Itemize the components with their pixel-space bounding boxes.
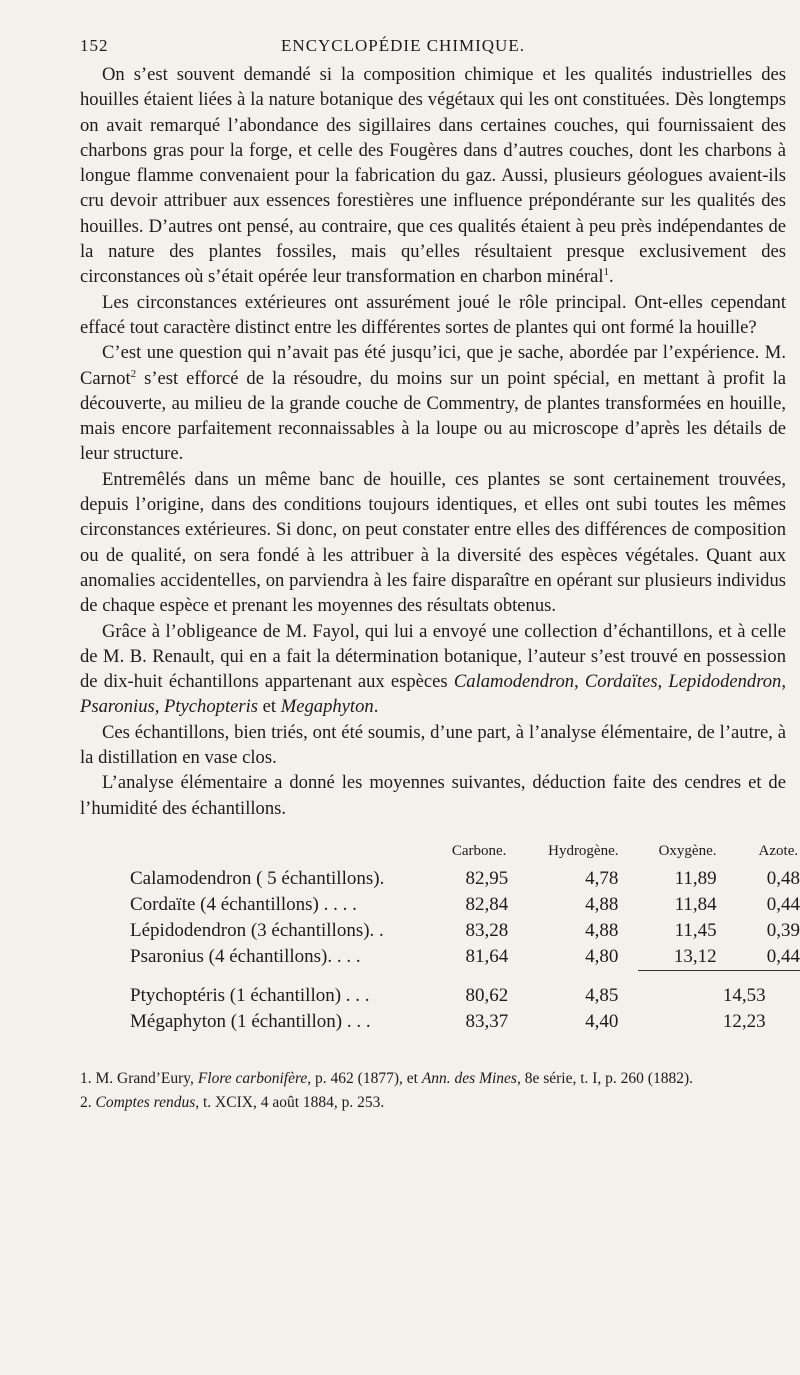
analysis-table-wrap: [80, 842, 800, 1035]
paragraph-5: [80, 619, 786, 720]
header-hydrogene: Hydrogène.: [548, 842, 619, 859]
cell-carbone: 83,28: [465, 919, 509, 941]
running-title: ENCYCLOPÉDIE CHIMIQUE.: [281, 36, 525, 55]
cell-carbone: 82,95: [465, 867, 509, 889]
species-last: Megaphyton: [280, 696, 374, 718]
footnote-ref-1[interactable]: 1: [603, 266, 610, 279]
footnote-1-text-c: , 8e série, t. I, p. 260 (1882).: [516, 1069, 694, 1087]
table-row: [130, 918, 800, 944]
cell-carbone: 80,62: [465, 984, 509, 1006]
cell-carbone: 82,84: [465, 893, 509, 915]
header-azote: Azote.: [758, 842, 799, 859]
cell-hydrogene: 4,78: [585, 867, 619, 889]
paragraph-4: Entremêlés dans un même banc de houille, ces plantes se sont certainement trouvées, depuis l’origine, dans des conditions toujours identiques, et elles ont subi toutes les mêmes circonstances extérieures. Si donc, on peut constater entre elles des différences de composition ou de qualité, on sera fondé à les attribuer à la diversité des espèces végétales. Quant aux anomalies accidentelles, on parviendra à les faire disparaître en opérant sur plusieurs individus de chaque espèce et prenant les moyennes des résultats obtenus.: [80, 468, 786, 617]
cell-oxygene: 13,12: [673, 945, 717, 967]
footnote-1: [80, 1069, 786, 1089]
paragraph-5-end: .: [373, 696, 379, 718]
analysis-table: [130, 843, 800, 1035]
paragraph-1-end: .: [609, 266, 614, 288]
cell-hydrogene: 4,80: [585, 946, 619, 968]
table-row: [130, 866, 800, 892]
cell-oxygene-azote: 14,53: [638, 970, 800, 1009]
row-name: Ptychoptéris (1 échantillon) . . .: [130, 984, 370, 1006]
footnote-1-title: Flore carbonifère: [197, 1069, 308, 1087]
row-name: Lépidodendron (3 échantillons). .: [130, 919, 384, 941]
cell-oxygene: 11,89: [674, 867, 717, 889]
table-header-blank: [130, 843, 430, 866]
paragraph-6: Ces échantillons, bien triés, ont été soumis, d’une part, à l’analyse élémentaire, de l’autre, à la distillation en vase clos.: [80, 721, 786, 769]
table-header-row: [130, 843, 800, 866]
page-header: [80, 36, 786, 56]
paragraph-1: [80, 62, 786, 290]
footnote-1-text-a: 1. M. Grand’Eury,: [80, 1069, 198, 1087]
cell-azote: 0,39: [766, 919, 800, 941]
row-name: Mégaphyton (1 échantillon) . . .: [130, 1010, 371, 1032]
cell-carbone: 83,37: [465, 1010, 509, 1032]
conjunction: et: [258, 696, 281, 718]
paragraph-3-text-b: s’est efforcé de la résoudre, du moins sur un point spécial, en mettant à profit la découverte, au milieu de la grande couche de Commentry, de plantes transformées en houille, mais encore parfaitement reconnaissables à la loupe ou au microscope d’après les détails de leur structure.: [80, 367, 786, 465]
table-row: [130, 944, 800, 971]
cell-azote: 0,44: [766, 893, 800, 915]
paragraph-5-text: Grâce à l’obligeance de M. Fayol, qui lui a envoyé une collection d’échantillons, et à celle de M. B. Renault, qui en a fait la détermination botanique, l’auteur s’est trouvé en possession de dix-huit échantillons appartenant aux espèces: [80, 620, 786, 693]
table-row: [130, 892, 800, 918]
header-oxygene: Oxygène.: [658, 842, 717, 859]
cell-azote: 0,48: [766, 867, 800, 889]
cell-azote: 0,44: [766, 945, 800, 967]
paragraph-3-text-a: C’est une question qui n’avait pas été jusqu’ici, que je sache, abordée par l’expérience. M. Carnot: [80, 342, 786, 389]
cell-hydrogene: 4,88: [585, 893, 619, 915]
row-name: Cordaïte (4 échantillons) . . . .: [130, 893, 357, 915]
table-row: [130, 970, 800, 1009]
footnote-2-title: Comptes rendus: [95, 1093, 196, 1111]
species-list: Calamodendron, Cordaïtes, Lepidodendron, Psaronius, Ptychopteris: [80, 671, 786, 718]
row-name: Calamodendron ( 5 échantillons).: [130, 867, 385, 889]
paragraph-7: L’analyse élémentaire a donné les moyennes suivantes, déduction faite des cendres et de l’humidité des échantillons.: [80, 772, 786, 819]
cell-hydrogene: 4,85: [585, 984, 619, 1006]
cell-carbone: 81,64: [465, 946, 509, 968]
header-carbone: Carbone.: [451, 842, 507, 859]
table-row: [130, 1009, 800, 1035]
cell-oxygene: 11,45: [674, 919, 717, 941]
paragraph-1-text: On s’est souvent demandé si la composition chimique et les qualités industrielles des houilles étaient liées à la nature botanique des végétaux qui les ont constituées. Dès longtemps on avait remarqué l’abondance des sigillaires dans certaines couches, qui fournissaient des charbons gras pour la forge, et celle des Fougères dans d’autres couches, dont les charbons à longue flamme convenaient pour la fabrication du gaz. Aussi, plusieurs géologues avaient-ils cru devoir attribuer aux essences forestières une influence prépondérante sur les qualités des houilles. D’autres ont pensé, au contraire, que ces qualités étaient à peu près indépendantes de la nature des plantes fossiles, mais qu’elles résultaient presque exclusivement des circonstances où s’était opérée leur transformation en charbon minéral: [80, 64, 786, 288]
footnote-ref-2[interactable]: 2: [130, 367, 137, 380]
cell-hydrogene: 4,88: [585, 919, 619, 941]
row-name: Psaronius (4 échantillons). . . .: [130, 946, 361, 968]
cell-hydrogene: 4,40: [585, 1010, 619, 1032]
footnote-2-number: 2.: [80, 1093, 96, 1111]
footnote-2: [80, 1093, 786, 1113]
footnotes: [80, 1069, 786, 1113]
footnote-1-text-b: , p. 462 (1877), et: [307, 1069, 422, 1087]
footnote-1-journal: Ann. des Mines: [421, 1069, 517, 1087]
paragraph-2: Les circonstances extérieures ont assurément joué le rôle principal. Ont-elles cependant effacé tout caractère distinct entre les différentes sortes de plantes qui ont formé la houille?: [80, 291, 786, 338]
cell-oxygene-azote: 12,23: [722, 1010, 766, 1032]
page-number: 152: [80, 36, 109, 55]
paragraph-3: [80, 340, 786, 466]
footnote-2-text: , t. XCIX, 4 août 1884, p. 253.: [195, 1093, 385, 1111]
cell-oxygene: 11,84: [674, 893, 717, 915]
